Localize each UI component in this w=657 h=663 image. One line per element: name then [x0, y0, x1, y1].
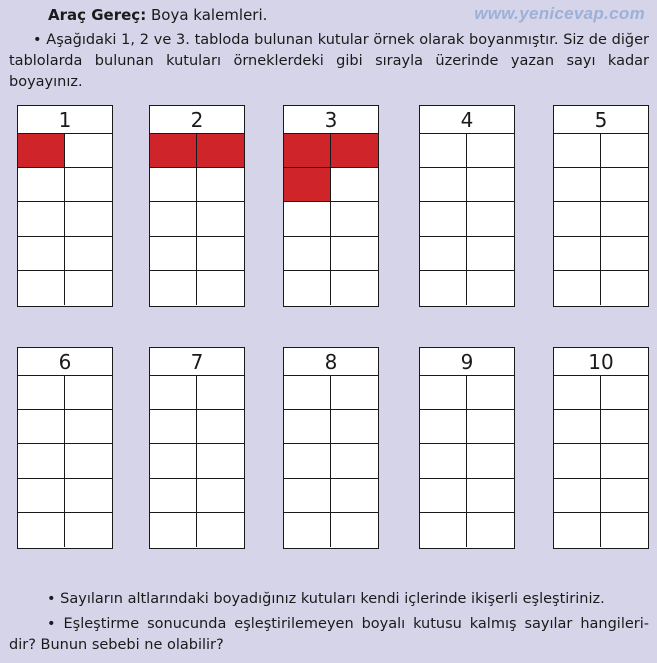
- empty-cell[interactable]: [150, 513, 197, 547]
- empty-cell[interactable]: [284, 479, 331, 513]
- empty-cell[interactable]: [65, 134, 112, 168]
- empty-cell[interactable]: [467, 376, 514, 410]
- empty-cell[interactable]: [197, 202, 244, 236]
- empty-cell[interactable]: [65, 444, 112, 478]
- empty-cell[interactable]: [284, 376, 331, 410]
- empty-cell[interactable]: [197, 479, 244, 513]
- empty-cell[interactable]: [420, 134, 467, 168]
- grid-5: [553, 105, 649, 307]
- empty-cell[interactable]: [554, 202, 601, 236]
- grid-number: 3: [284, 106, 378, 134]
- empty-cell[interactable]: [18, 513, 65, 547]
- painted-cell[interactable]: [331, 134, 378, 168]
- empty-cell[interactable]: [284, 271, 331, 305]
- grid-cells: [554, 376, 648, 547]
- empty-cell[interactable]: [467, 271, 514, 305]
- grid-number: 8: [284, 348, 378, 376]
- empty-cell[interactable]: [467, 410, 514, 444]
- grid-cells: [420, 376, 514, 547]
- empty-cell[interactable]: [150, 271, 197, 305]
- empty-cell[interactable]: [197, 444, 244, 478]
- grid-number: 7: [150, 348, 244, 376]
- empty-cell[interactable]: [420, 444, 467, 478]
- instruction-match: • Sayıların altlarındaki boyadığınız kutuları kendi içlerinde ikişerli eşleştiriniz.: [47, 591, 605, 607]
- empty-cell[interactable]: [554, 237, 601, 271]
- grid-cells: [18, 134, 112, 305]
- empty-cell[interactable]: [65, 202, 112, 236]
- painted-cell[interactable]: [18, 134, 65, 168]
- empty-cell[interactable]: [65, 168, 112, 202]
- empty-cell[interactable]: [18, 271, 65, 305]
- grid-number: 1: [18, 106, 112, 134]
- empty-cell[interactable]: [150, 202, 197, 236]
- instruction-paint: • Aşağıdaki 1, 2 ve 3. tabloda bulunan kutular örnek olarak boyanmıştır. Siz de diğer tablolarda bulunan kutuları örneklerdeki gibi sırayla üzerinde yazan sayı kadar boyayınız.: [9, 32, 649, 90]
- empty-cell[interactable]: [420, 202, 467, 236]
- empty-cell[interactable]: [284, 237, 331, 271]
- grid-cells: [284, 134, 378, 305]
- empty-cell[interactable]: [331, 513, 378, 547]
- empty-cell[interactable]: [331, 376, 378, 410]
- empty-cell[interactable]: [150, 444, 197, 478]
- painted-cell[interactable]: [150, 134, 197, 168]
- empty-cell[interactable]: [331, 479, 378, 513]
- empty-cell[interactable]: [197, 237, 244, 271]
- empty-cell[interactable]: [420, 376, 467, 410]
- empty-cell[interactable]: [467, 134, 514, 168]
- empty-cell[interactable]: [331, 202, 378, 236]
- grid-number: 10: [554, 348, 648, 376]
- grid-number: 6: [18, 348, 112, 376]
- empty-cell[interactable]: [150, 479, 197, 513]
- grid-10: [553, 347, 649, 549]
- empty-cell[interactable]: [18, 444, 65, 478]
- empty-cell[interactable]: [65, 513, 112, 547]
- empty-cell[interactable]: [601, 444, 648, 478]
- empty-cell[interactable]: [554, 168, 601, 202]
- empty-cell[interactable]: [18, 410, 65, 444]
- grid-cells: [284, 376, 378, 547]
- grid-cells: [18, 376, 112, 547]
- grid-cells: [420, 134, 514, 305]
- empty-cell[interactable]: [467, 513, 514, 547]
- empty-cell[interactable]: [65, 376, 112, 410]
- empty-cell[interactable]: [601, 202, 648, 236]
- empty-cell[interactable]: [601, 410, 648, 444]
- empty-cell[interactable]: [284, 202, 331, 236]
- empty-cell[interactable]: [420, 237, 467, 271]
- empty-cell[interactable]: [554, 444, 601, 478]
- materials-line: [48, 6, 267, 24]
- empty-cell[interactable]: [554, 479, 601, 513]
- empty-cell[interactable]: [467, 202, 514, 236]
- painted-cell[interactable]: [284, 168, 331, 202]
- empty-cell[interactable]: [18, 168, 65, 202]
- grid-7: [149, 347, 245, 549]
- grid-number: 2: [150, 106, 244, 134]
- empty-cell[interactable]: [331, 444, 378, 478]
- empty-cell[interactable]: [331, 168, 378, 202]
- empty-cell[interactable]: [467, 168, 514, 202]
- empty-cell[interactable]: [284, 410, 331, 444]
- grid-cells: [150, 376, 244, 547]
- grid-1: [17, 105, 113, 307]
- grid-cells: [150, 134, 244, 305]
- empty-cell[interactable]: [284, 513, 331, 547]
- empty-cell[interactable]: [65, 479, 112, 513]
- grid-number: 4: [420, 106, 514, 134]
- empty-cell[interactable]: [601, 237, 648, 271]
- empty-cell[interactable]: [554, 410, 601, 444]
- empty-cell[interactable]: [601, 168, 648, 202]
- empty-cell[interactable]: [331, 271, 378, 305]
- empty-cell[interactable]: [420, 513, 467, 547]
- empty-cell[interactable]: [284, 444, 331, 478]
- grid-8: [283, 347, 379, 549]
- empty-cell[interactable]: [197, 271, 244, 305]
- grid-4: [419, 105, 515, 307]
- empty-cell[interactable]: [150, 237, 197, 271]
- empty-cell[interactable]: [65, 237, 112, 271]
- empty-cell[interactable]: [601, 134, 648, 168]
- materials-value: Boya kalemleri.: [150, 6, 268, 24]
- grid-9: [419, 347, 515, 549]
- empty-cell[interactable]: [65, 410, 112, 444]
- empty-cell[interactable]: [18, 376, 65, 410]
- grid-2: [149, 105, 245, 307]
- empty-cell[interactable]: [420, 168, 467, 202]
- empty-cell[interactable]: [150, 168, 197, 202]
- empty-cell[interactable]: [420, 479, 467, 513]
- empty-cell[interactable]: [65, 271, 112, 305]
- grid-3: [283, 105, 379, 307]
- grid-cells: [554, 134, 648, 305]
- grid-number: 5: [554, 106, 648, 134]
- empty-cell[interactable]: [420, 271, 467, 305]
- empty-cell[interactable]: [18, 479, 65, 513]
- empty-cell[interactable]: [554, 376, 601, 410]
- empty-cell[interactable]: [601, 479, 648, 513]
- empty-cell[interactable]: [467, 444, 514, 478]
- grid-6: [17, 347, 113, 549]
- empty-cell[interactable]: [150, 376, 197, 410]
- empty-cell[interactable]: [420, 410, 467, 444]
- empty-cell[interactable]: [150, 410, 197, 444]
- empty-cell[interactable]: [601, 513, 648, 547]
- watermark: www.yenicevap.com: [474, 4, 645, 23]
- empty-cell[interactable]: [197, 376, 244, 410]
- empty-cell[interactable]: [554, 513, 601, 547]
- grid-number: 9: [420, 348, 514, 376]
- empty-cell[interactable]: [197, 168, 244, 202]
- empty-cell[interactable]: [197, 410, 244, 444]
- empty-cell[interactable]: [554, 271, 601, 305]
- empty-cell[interactable]: [601, 376, 648, 410]
- instruction-question: • Eşleştirme sonucunda eşleştirilemeyen boyalı kutusu kalmış sayılar hangileri-dir? Bunun sebebi ne olabilir?: [9, 616, 649, 653]
- materials-label: Araç Gereç:: [48, 6, 147, 24]
- empty-cell[interactable]: [331, 237, 378, 271]
- empty-cell[interactable]: [554, 134, 601, 168]
- painted-cell[interactable]: [197, 134, 244, 168]
- empty-cell[interactable]: [331, 410, 378, 444]
- empty-cell[interactable]: [197, 513, 244, 547]
- empty-cell[interactable]: [601, 271, 648, 305]
- painted-cell[interactable]: [284, 134, 331, 168]
- empty-cell[interactable]: [18, 202, 65, 236]
- empty-cell[interactable]: [467, 237, 514, 271]
- empty-cell[interactable]: [18, 237, 65, 271]
- empty-cell[interactable]: [467, 479, 514, 513]
